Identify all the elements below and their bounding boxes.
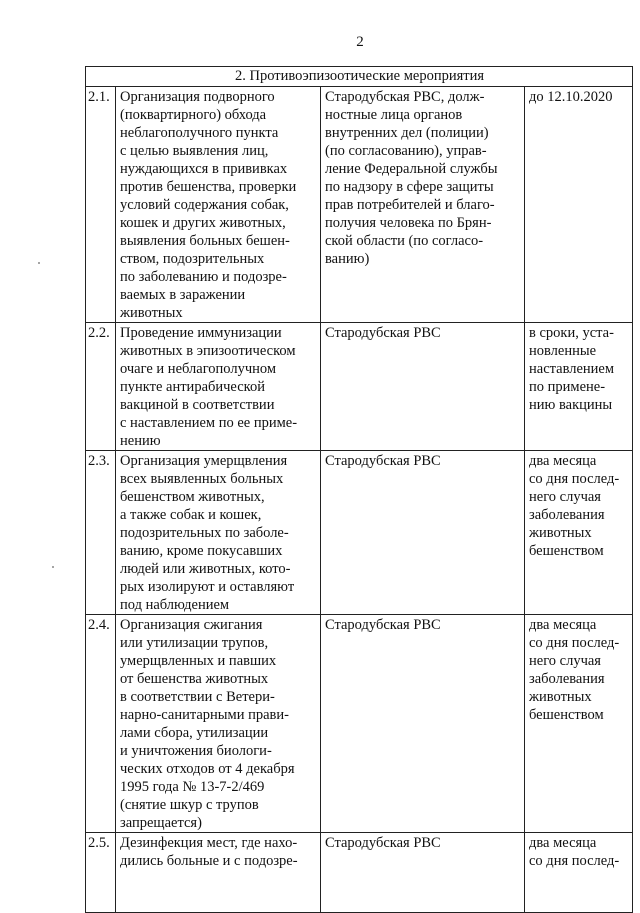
deadline-cell: [525, 833, 633, 913]
deadline-line: два месяца: [529, 835, 597, 851]
deadline-line: бешенством: [529, 707, 604, 723]
page-number: 2: [356, 34, 364, 50]
deadline-line: бешенством: [529, 543, 604, 559]
deadline-line: до 12.10.2020: [529, 89, 613, 105]
row-number: 2.4.: [86, 615, 116, 833]
row-number: 2.1.: [86, 87, 116, 323]
action-line: нению: [120, 433, 161, 449]
action-line: (поквартирного) обхода: [120, 107, 267, 123]
action-line: 1995 года № 13-7-2/469: [120, 779, 265, 795]
responsible-line: Стародубская РВС: [325, 325, 441, 341]
responsible-line: Стародубская РВС: [325, 835, 441, 851]
action-line: в соответствии с Ветери-: [120, 689, 275, 705]
action-line: людей или животных, кото-: [120, 561, 291, 577]
deadline-line: со дня послед-: [529, 635, 620, 651]
deadline-line: два месяца: [529, 617, 597, 633]
deadline-line: новленные: [529, 343, 597, 359]
action-line: с целью выявления лиц,: [120, 143, 269, 159]
action-line: ванию, кроме покусавших: [120, 543, 283, 559]
action-line: а также собак и кошек,: [120, 507, 262, 523]
action-line: Организация подворного: [120, 89, 275, 105]
deadline-line: животных: [529, 525, 592, 541]
action-line: животных: [120, 305, 183, 321]
deadline-cell: [525, 451, 633, 615]
deadline-line: заболевания: [529, 671, 605, 687]
responsible-cell: [321, 833, 525, 913]
table-row: [86, 451, 633, 615]
deadline-line: наставлением: [529, 361, 615, 377]
action-line: и уничтожения биологи-: [120, 743, 272, 759]
scan-speck: [52, 566, 54, 568]
row-number: 2.2.: [86, 323, 116, 451]
action-line: всех выявленных больных: [120, 471, 284, 487]
action-line: Дезинфекция мест, где нахо-: [120, 835, 298, 851]
responsible-cell: [321, 323, 525, 451]
action-cell: [116, 323, 321, 451]
responsible-line: ванию): [325, 251, 370, 267]
action-cell: [116, 615, 321, 833]
action-line: неблагополучного пункта: [120, 125, 279, 141]
deadline-line: заболевания: [529, 507, 605, 523]
measures-table: [85, 66, 633, 913]
action-line: очаге и неблагополучном: [120, 361, 277, 377]
action-line: выявления больных бешен-: [120, 233, 290, 249]
action-line: с наставлением по ее приме-: [120, 415, 298, 431]
action-line: против бешенства, проверки: [120, 179, 297, 195]
responsible-cell: [321, 615, 525, 833]
deadline-line: него случая: [529, 489, 601, 505]
action-line: подозрительных по заболе-: [120, 525, 289, 541]
action-line: под наблюдением: [120, 597, 230, 613]
action-line: нуждающихся в прививках: [120, 161, 288, 177]
deadline-line: два месяца: [529, 453, 597, 469]
action-cell: [116, 451, 321, 615]
section-header-row: [86, 67, 633, 87]
responsible-line: ление Федеральной службы: [325, 161, 498, 177]
action-line: ваемых в заражении: [120, 287, 246, 303]
responsible-line: внутренних дел (полиции): [325, 125, 489, 141]
responsible-line: прав потребителей и благо-: [325, 197, 495, 213]
responsible-line: Стародубская РВС: [325, 617, 441, 633]
action-line: кошек и других животных,: [120, 215, 286, 231]
action-line: рых изолируют и оставляют: [120, 579, 295, 595]
table-row: [86, 833, 633, 913]
deadline-cell: [525, 323, 633, 451]
responsible-line: ской области (по согласо-: [325, 233, 484, 249]
action-line: пункте антирабической: [120, 379, 265, 395]
deadline-line: по примене-: [529, 379, 606, 395]
table-row: [86, 615, 633, 833]
action-line: ством, подозрительных: [120, 251, 265, 267]
responsible-line: (по согласованию), управ-: [325, 143, 487, 159]
action-line: или утилизации трупов,: [120, 635, 269, 651]
table-row: [86, 87, 633, 323]
action-line: лами сбора, утилизации: [120, 725, 269, 741]
action-line: условий содержания собак,: [120, 197, 289, 213]
action-line: нарно-санитарными прави-: [120, 707, 289, 723]
responsible-cell: [321, 87, 525, 323]
responsible-line: Стародубская РВС: [325, 453, 441, 469]
table-row: [86, 323, 633, 451]
action-line: ческих отходов от 4 декабря: [120, 761, 295, 777]
action-line: бешенством животных,: [120, 489, 265, 505]
row-number: 2.3.: [86, 451, 116, 615]
action-line: умерщвленных и павших: [120, 653, 277, 669]
deadline-line: в сроки, уста-: [529, 325, 614, 341]
responsible-cell: [321, 451, 525, 615]
deadline-line: со дня послед-: [529, 853, 620, 869]
scan-speck: [38, 262, 40, 264]
deadline-line: животных: [529, 689, 592, 705]
action-line: дились больные и с подозре-: [120, 853, 298, 869]
action-line: Организация умерщвления: [120, 453, 288, 469]
row-number: 2.5.: [86, 833, 116, 913]
deadline-cell: [525, 615, 633, 833]
action-line: Проведение иммунизации: [120, 325, 282, 341]
deadline-cell: [525, 87, 633, 323]
action-cell: [116, 87, 321, 323]
action-cell: [116, 833, 321, 913]
responsible-line: получия человека по Брян-: [325, 215, 492, 231]
action-line: запрещается): [120, 815, 202, 831]
action-line: животных в эпизоотическом: [120, 343, 296, 359]
action-line: от бешенства животных: [120, 671, 269, 687]
responsible-line: по надзору в сфере защиты: [325, 179, 494, 195]
deadline-line: него случая: [529, 653, 601, 669]
action-line: Организация сжигания: [120, 617, 263, 633]
action-line: вакциной в соответствии: [120, 397, 275, 413]
responsible-line: Стародубская РВС, долж-: [325, 89, 485, 105]
action-line: по заболеванию и подозре-: [120, 269, 287, 285]
section-title: 2. Противоэпизоотические мероприятия: [86, 67, 633, 87]
action-line: (снятие шкур с трупов: [120, 797, 259, 813]
deadline-line: со дня послед-: [529, 471, 620, 487]
responsible-line: ностные лица органов: [325, 107, 463, 123]
deadline-line: нию вакцины: [529, 397, 613, 413]
